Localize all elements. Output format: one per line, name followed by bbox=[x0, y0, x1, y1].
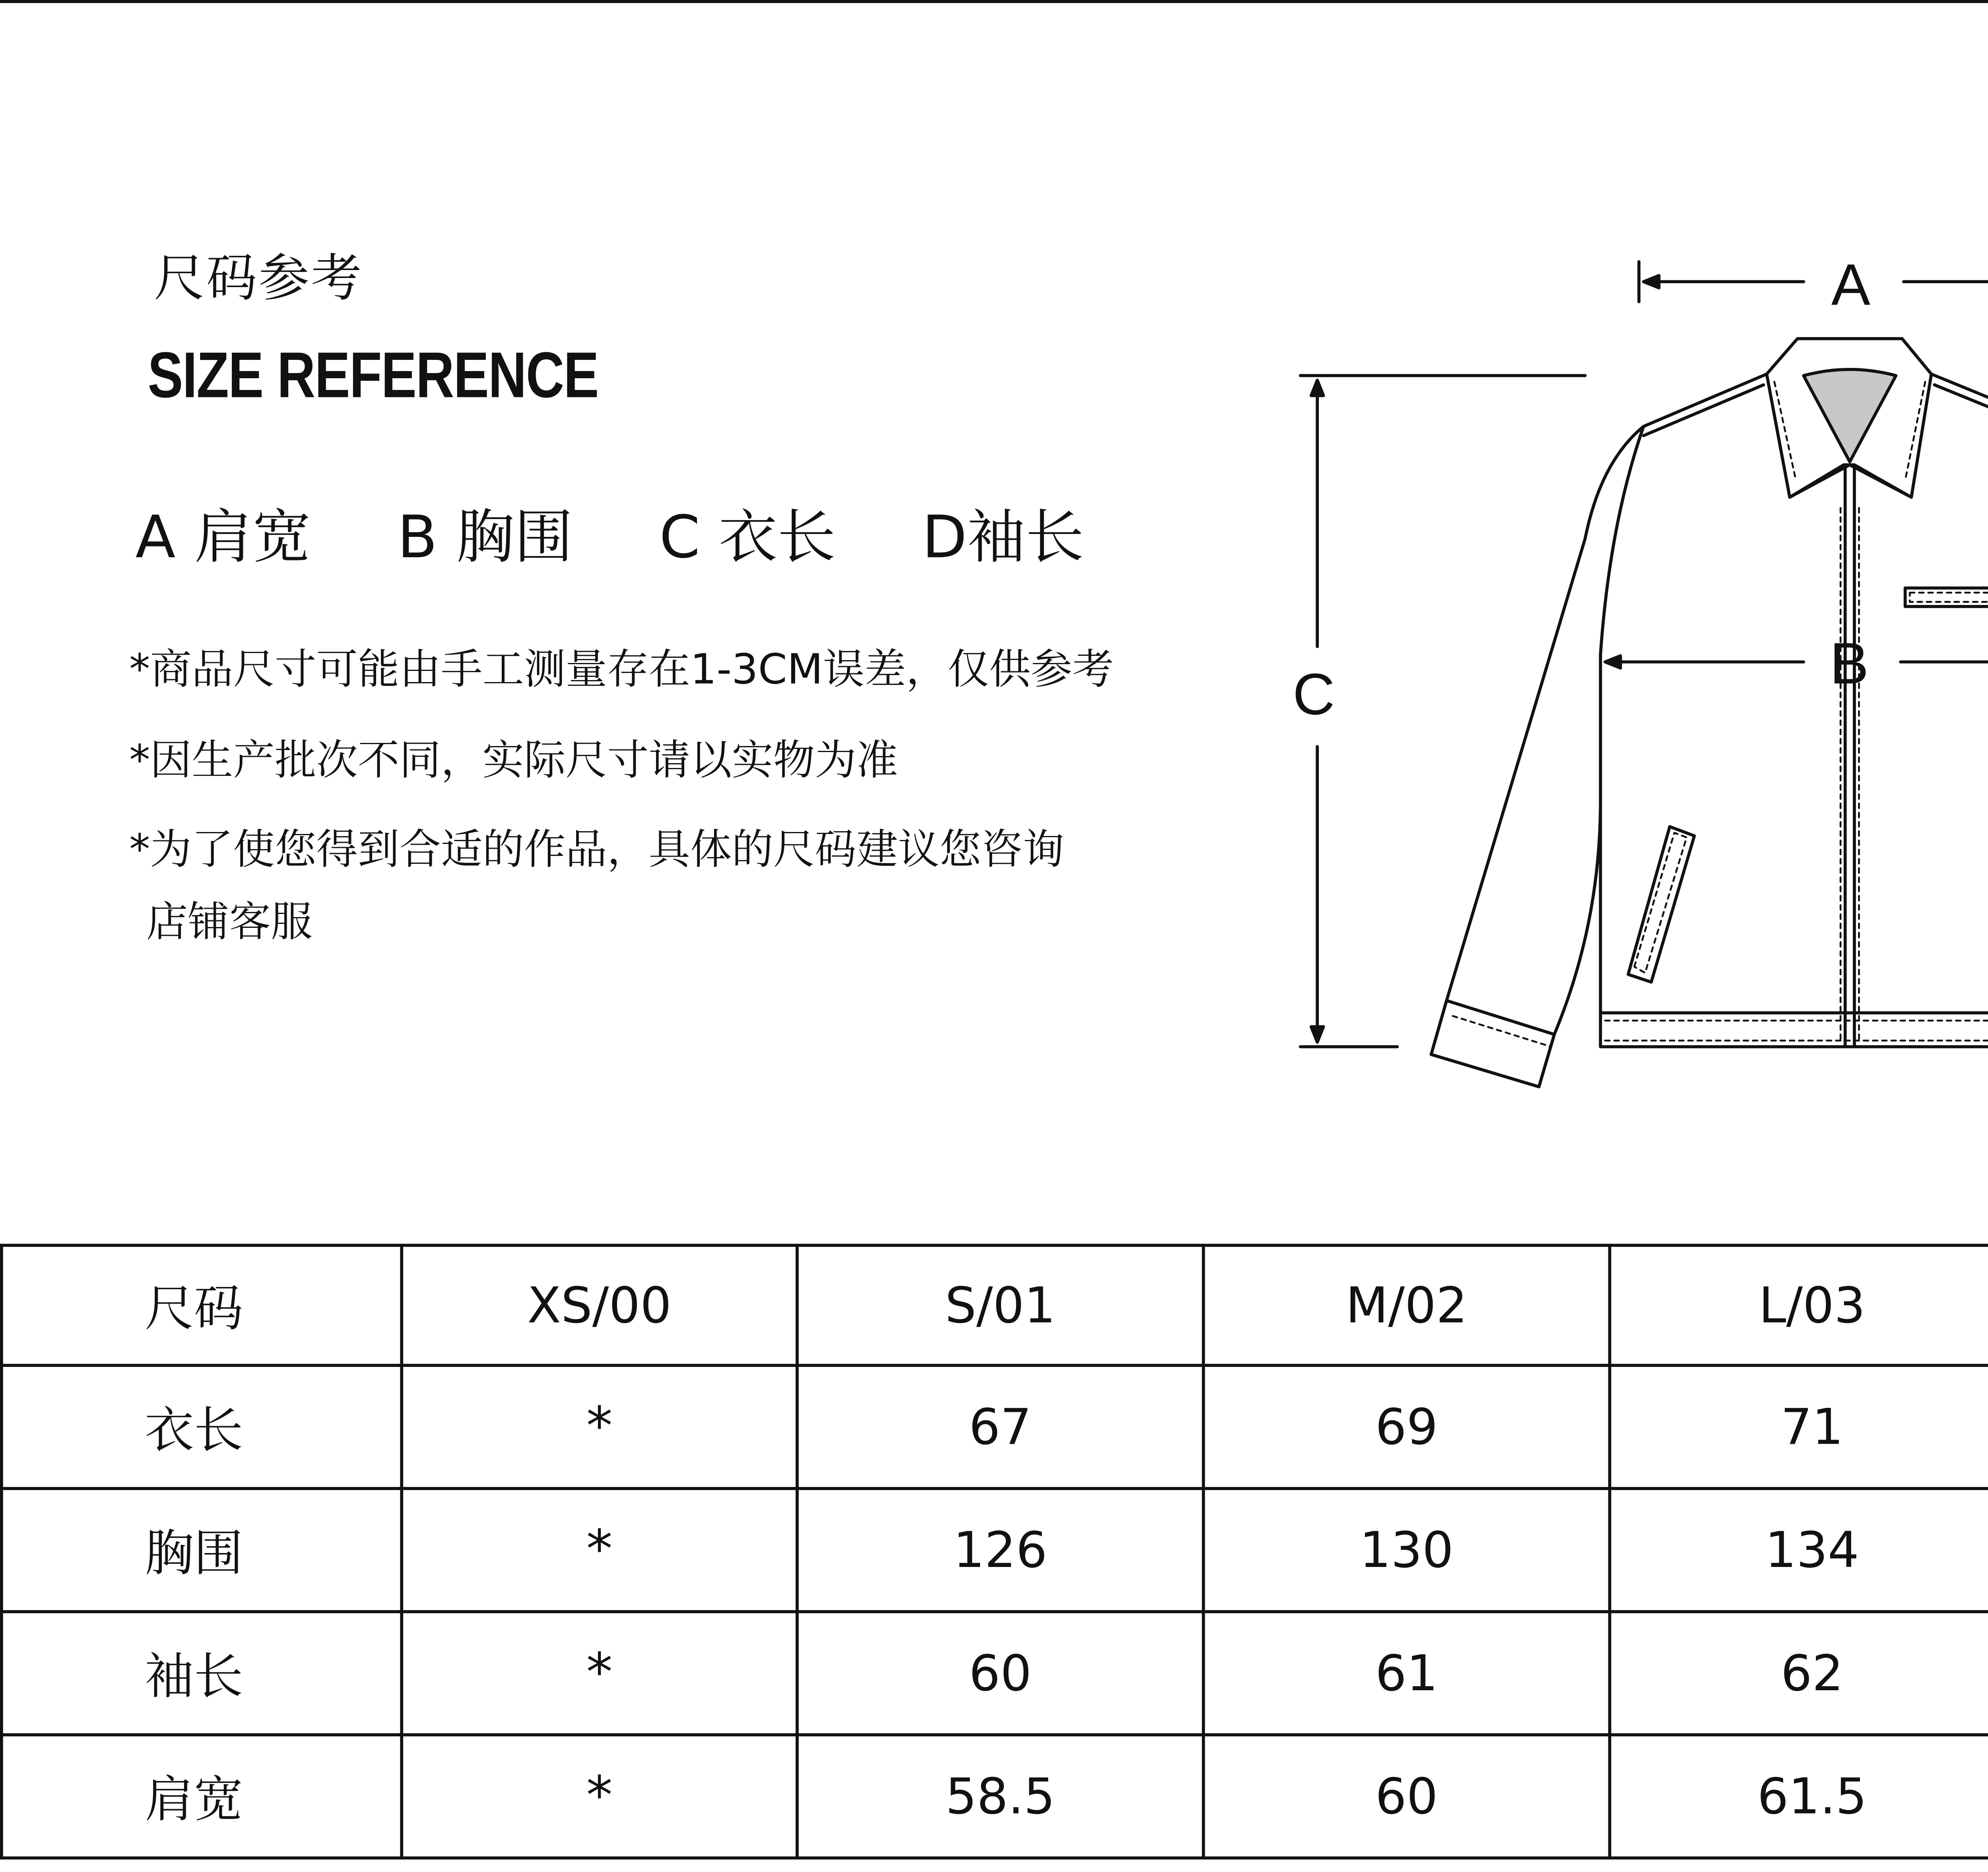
label-b: B bbox=[1830, 631, 1869, 696]
dimension-a-line bbox=[1639, 262, 1988, 302]
table-cell: 61 bbox=[1204, 1612, 1610, 1735]
measurement-legend bbox=[136, 490, 1152, 574]
table-cell: * bbox=[402, 1489, 797, 1612]
table-cell: 60 bbox=[1204, 1735, 1610, 1858]
row-label: 袖长 bbox=[2, 1612, 402, 1735]
legend-shoulder-width: A 肩宽 bbox=[135, 503, 311, 571]
table-cell: * bbox=[402, 1735, 797, 1858]
legend-sleeve-length: D袖长 bbox=[922, 503, 1084, 571]
table-cell: 69 bbox=[1204, 1365, 1610, 1489]
table-cell: 60 bbox=[797, 1612, 1204, 1735]
note-consult-service: *为了使您得到合适的作品，具体的尺码建议您咨询 bbox=[129, 826, 1064, 875]
jacket-diagram bbox=[1277, 231, 1988, 1124]
table-cell: 130 bbox=[1204, 1489, 1610, 1612]
table-row bbox=[2, 1489, 1988, 1612]
size-table bbox=[0, 1244, 1988, 1859]
note-consult-service-cont: 店铺客服 bbox=[146, 899, 313, 947]
table-cell: 58.5 bbox=[797, 1735, 1204, 1858]
row-label: 胸围 bbox=[2, 1489, 402, 1612]
table-cell: 134 bbox=[1610, 1489, 1988, 1612]
table-cell: 62 bbox=[1610, 1612, 1988, 1735]
note-batch-difference: *因生产批次不同，实际尺寸请以实物为准 bbox=[129, 737, 898, 785]
title-english: SIZE REFERENCE bbox=[148, 338, 598, 411]
table-cell: 67 bbox=[797, 1365, 1204, 1489]
label-a: A bbox=[1831, 252, 1870, 318]
table-cell: 126 bbox=[797, 1489, 1204, 1612]
table-cell: 61.5 bbox=[1610, 1735, 1988, 1858]
table-cell: * bbox=[402, 1612, 797, 1735]
legend-chest: B 胸围 bbox=[397, 503, 573, 571]
table-cell: 71 bbox=[1610, 1365, 1988, 1489]
row-label: 肩宽 bbox=[2, 1735, 402, 1858]
table-header-row bbox=[2, 1245, 1988, 1365]
legend-length: C 衣长 bbox=[659, 503, 836, 571]
title-chinese: 尺码参考 bbox=[154, 248, 363, 308]
table-cell: * bbox=[402, 1365, 797, 1489]
header-cell: XS/00 bbox=[402, 1245, 797, 1365]
table-row bbox=[2, 1612, 1988, 1735]
row-label: 衣长 bbox=[2, 1365, 402, 1489]
label-c: C bbox=[1293, 661, 1335, 727]
table-row bbox=[2, 1365, 1988, 1489]
header-cell-size: 尺码 bbox=[2, 1245, 402, 1365]
header-cell: S/01 bbox=[797, 1245, 1204, 1365]
top-border bbox=[0, 0, 1988, 3]
header-cell: L/03 bbox=[1610, 1245, 1988, 1365]
note-measurement-error: *商品尺寸可能由手工测量存在1-3CM误差，仅供参考 bbox=[129, 646, 1114, 694]
table-row bbox=[2, 1735, 1988, 1858]
header-cell: M/02 bbox=[1204, 1245, 1610, 1365]
